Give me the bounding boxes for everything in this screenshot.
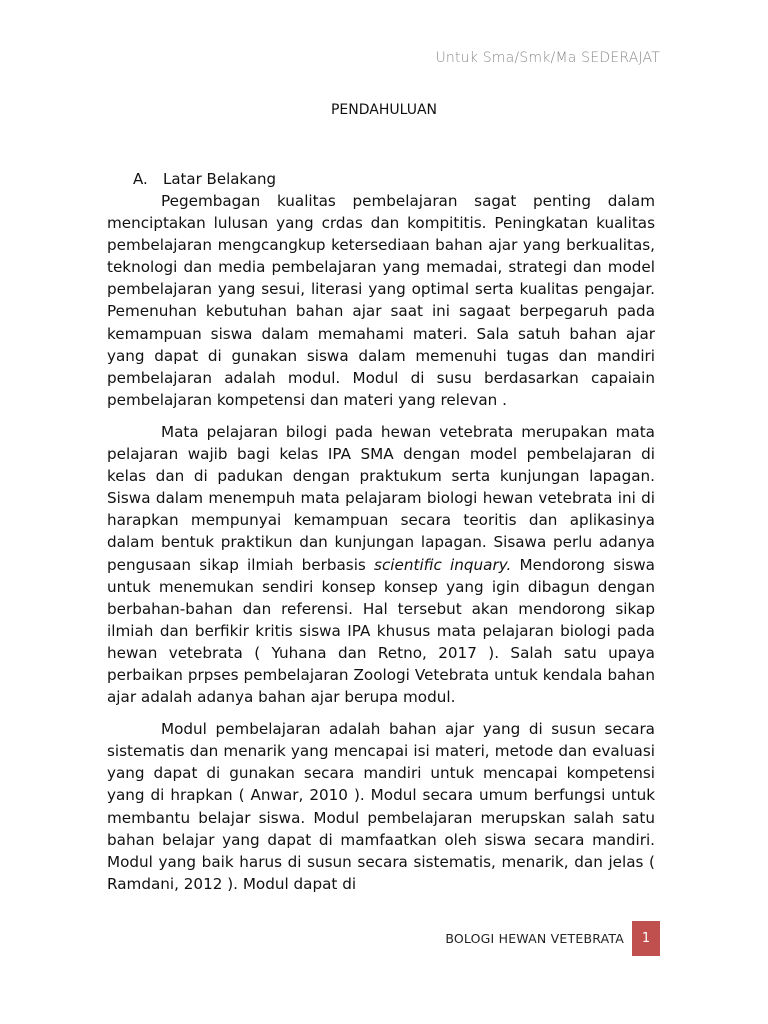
section-letter: A. <box>133 170 148 188</box>
paragraph-2-text-a: Mata pelajaran bilogi pada hewan vetebrata merupakan mata pelajaran wajib bagi kelas IPA SMA dengan model pembelajaran di kelas dan di padukan dengan praktukum serta kunjungan lapagan. Siswa dalam menempuh mata pelajaram biologi hewan vetebrata ini di harapkan mempunyai kemampuan secara teoritis dan aplikasinya dalam bentuk praktikun dan kunjungan lapagan. Sisawa perlu adanya pengusaan sikap ilmiah berbasis <box>107 422 655 574</box>
page-footer <box>445 922 660 955</box>
page-number: 1 <box>632 921 660 956</box>
paragraph-2-text-b: Mendorong siswa untuk menemukan sendiri konsep konsep yang igin dibagun dengan berbahan-bahan dan referensi. Hal tersebut akan mendorong sikap ilmiah dan berfikir kritis siswa IPA khusus mata pelajaran biologi pada hewan vetebrata ( Yuhana dan Retno, 2017 ). Salah satu upaya perbaikan prpses pembelajaran Zoologi Vetebrata untuk kendala bahan ajar adalah adanya bahan ajar berupa modul. <box>107 555 655 707</box>
running-header: Untuk Sma/Smk/Ma SEDERAJAT <box>435 50 660 66</box>
paragraph-2 <box>107 421 655 708</box>
section-title: Latar Belakang <box>163 170 277 188</box>
page-title: PENDAHULUAN <box>330 102 438 118</box>
paragraph-3: Modul pembelajaran adalah bahan ajar yang di susun secara sistematis dan menarik yang mencapai isi materi, metode dan evaluasi yang dapat di gunakan secara mandiri untuk mencapai kompetensi yang di hrapkan ( Anwar, 2010 ). Modul secara umum berfungsi untuk membantu belajar siswa. Modul pembelajaran merupskan salah satu bahan belajar yang dapat di mamfaatkan oleh siswa secara mandiri. Modul yang baik harus di susun secara sistematis, menarik, dan jelas ( Ramdani, 2012 ). Modul dapat di <box>107 720 655 893</box>
paragraph-1: Pegembagan kualitas pembelajaran sagat penting dalam menciptakan lulusan yang crdas dan kompititis. Peningkatan kualitas pembelajaran mengcangkup ketersediaan bahan ajar yang berkualitas, teknologi dan media pembelajaran yang memadai, strategi dan model pembelajaran yang sesui, literasi yang optimal serta kualitas pengajar. Pemenuhan kebutuhan bahan ajar saat ini sagaat berpegaruh pada kemampuan siswa dalam memahami materi. Sala satuh bahan ajar yang dapat di gunakan siswa dalam memenuhi tugas dan mandiri pembelajaran adalah modul. Modul di susu berdasarkan capaiain pembelajaran kompetensi dan materi yang relevan . <box>107 192 655 409</box>
body-text <box>107 190 655 905</box>
footer-title: BOLOGI HEWAN VETEBRATA <box>445 931 624 946</box>
section-heading <box>133 170 276 188</box>
paragraph-2-italic: scientific inquary. <box>374 555 512 574</box>
